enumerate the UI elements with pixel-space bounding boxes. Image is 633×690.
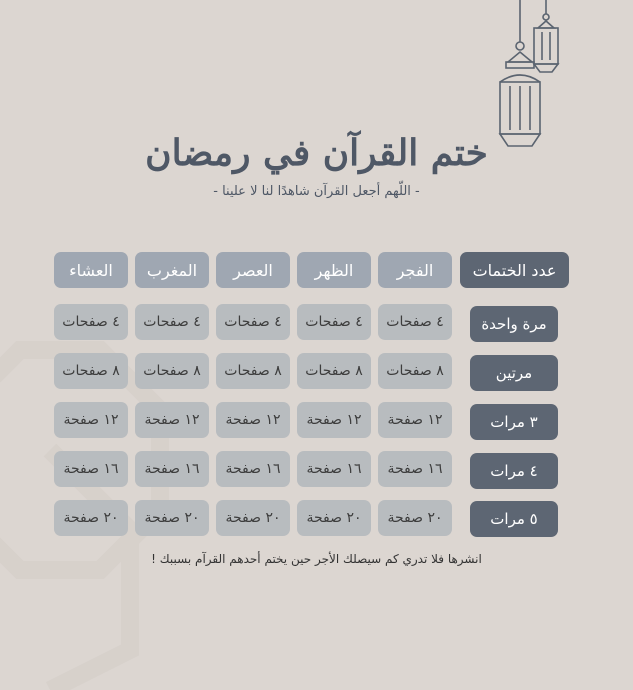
- cell-twice-fajr: ٨ صفحات: [378, 353, 452, 389]
- cell-twice-isha: ٨ صفحات: [54, 353, 128, 389]
- page-title: ختم القرآن في رمضان: [145, 132, 488, 174]
- row-label-twice: مرتين: [470, 355, 558, 391]
- cell-four-dhuhr: ١٦ صفحة: [297, 451, 371, 487]
- cell-three-asr: ١٢ صفحة: [216, 402, 290, 438]
- cell-three-dhuhr: ١٢ صفحة: [297, 402, 371, 438]
- cell-twice-asr: ٨ صفحات: [216, 353, 290, 389]
- cell-twice-maghrib: ٨ صفحات: [135, 353, 209, 389]
- header-maghrib: المغرب: [135, 252, 209, 288]
- cell-five-maghrib: ٢٠ صفحة: [135, 500, 209, 536]
- header-dhuhr: الظهر: [297, 252, 371, 288]
- row-label-four-times: ٤ مرات: [470, 453, 558, 489]
- cell-once-isha: ٤ صفحات: [54, 304, 128, 340]
- footer-note: انشرها فلا تدري كم سيصلك الأجر حين يختم أحدهم القرآم بسببك !: [151, 552, 482, 566]
- row-label-five-times: ٥ مرات: [470, 501, 558, 537]
- khatm-schedule-table: [52, 252, 572, 542]
- cell-four-fajr: ١٦ صفحة: [378, 451, 452, 487]
- cell-three-isha: ١٢ صفحة: [54, 402, 128, 438]
- page-subtitle: - اللّهم أجعل القرآن شاهدًا لنا لا علينا -: [213, 184, 420, 199]
- header-fajr: الفجر: [378, 252, 452, 288]
- cell-once-dhuhr: ٤ صفحات: [297, 304, 371, 340]
- header-khatm-count: عدد الختمات: [460, 252, 569, 288]
- row-label-three-times: ٣ مرات: [470, 404, 558, 440]
- cell-once-asr: ٤ صفحات: [216, 304, 290, 340]
- cell-five-fajr: ٢٠ صفحة: [378, 500, 452, 536]
- cell-three-maghrib: ١٢ صفحة: [135, 402, 209, 438]
- cell-twice-dhuhr: ٨ صفحات: [297, 353, 371, 389]
- header-isha: العشاء: [54, 252, 128, 288]
- cell-once-fajr: ٤ صفحات: [378, 304, 452, 340]
- header-asr: العصر: [216, 252, 290, 288]
- cell-four-asr: ١٦ صفحة: [216, 451, 290, 487]
- cell-four-isha: ١٦ صفحة: [54, 451, 128, 487]
- cell-five-dhuhr: ٢٠ صفحة: [297, 500, 371, 536]
- cell-four-maghrib: ١٦ صفحة: [135, 451, 209, 487]
- cell-once-maghrib: ٤ صفحات: [135, 304, 209, 340]
- cell-five-isha: ٢٠ صفحة: [54, 500, 128, 536]
- cell-five-asr: ٢٠ صفحة: [216, 500, 290, 536]
- cell-three-fajr: ١٢ صفحة: [378, 402, 452, 438]
- row-label-once: مرة واحدة: [470, 306, 558, 342]
